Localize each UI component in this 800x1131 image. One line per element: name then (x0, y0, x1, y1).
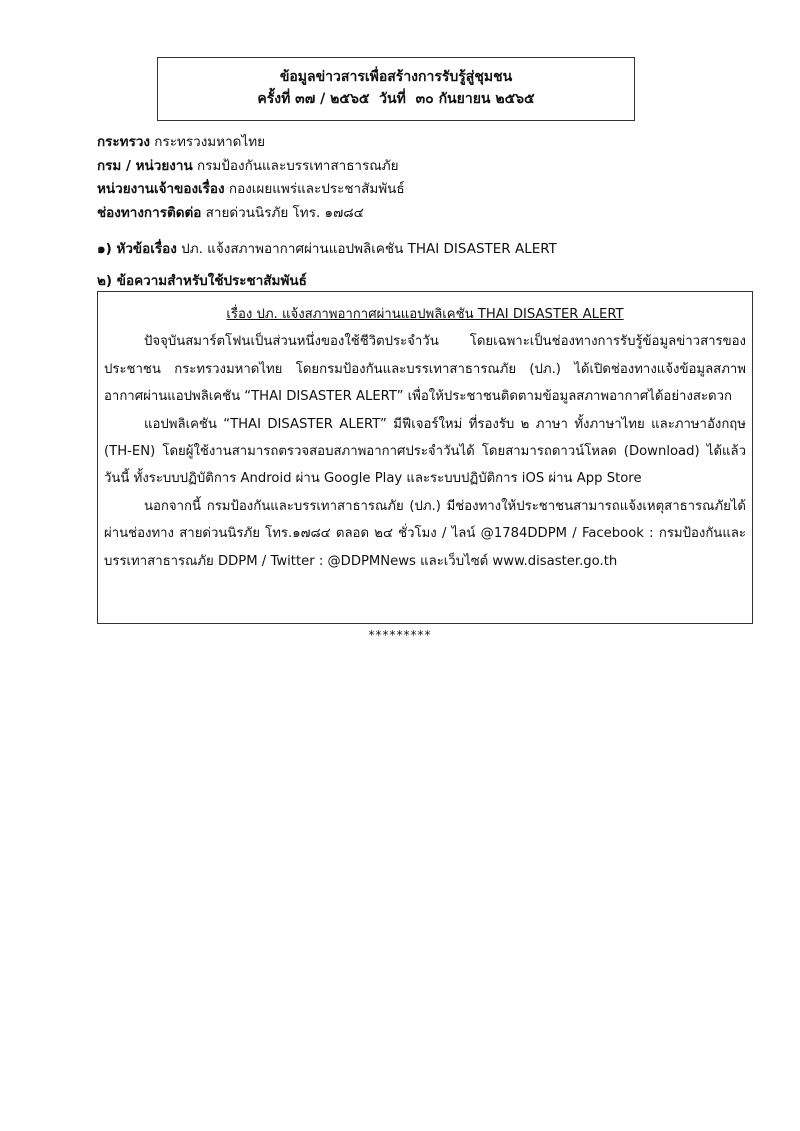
department-value: กรมป้องกันและบรรเทาสาธารณภัย (196, 157, 399, 174)
header-issue: ครั้งที่ ๓๗ / ๒๕๖๕ วันที่ ๓๐ กันยายน ๒๕๖๕ (257, 91, 535, 107)
content-title: เรื่อง ปภ. แจ้งสภาพอากาศผ่านแอปพลิเคชัน THAI DISASTER ALERT (226, 307, 624, 322)
header-title: ข้อมูลข่าวสารเพื่อสร้างการรับรู้สู่ชุมชน (279, 69, 513, 85)
department-label: กรม / หน่วยงาน (97, 157, 193, 174)
end-marker: ********* (368, 628, 432, 642)
ministry-label: กระทรวง (97, 134, 150, 150)
contact-row (97, 202, 405, 226)
contact-value: สายด่วนนิรภัย โทร. ๑๗๘๔ (205, 204, 364, 221)
info-block (97, 131, 405, 225)
content-paragraph-3: นอกจากนี้ กรมป้องกันและบรรเทาสาธารณภัย (ปภ.) มีช่องทางให้ประชาชนสามารถแจ้งเหตุสาธารณภัยได้ผ่านช่องทาง สายด่วนนิรภัย โทร.๑๗๘๔ ตลอด ๒๔ ชั่วโมง / ไลน์ @1784DDPM / Facebook : กรมป้องกันและบรรเทาสาธารณภัย DDPM / Twitter : @DDPMNews และเว็บไซต์ www.disaster.go.th (104, 498, 746, 569)
ministry-row (97, 131, 405, 155)
contact-label: ช่องทางการติดต่อ (97, 204, 202, 221)
topic-value: ปภ. แจ้งสภาพอากาศผ่านแอปพลิเคชัน THAI DISASTER ALERT (181, 241, 557, 257)
owner-label: หน่วยงานเจ้าของเรื่อง (97, 181, 225, 197)
content-paragraph-1: ปัจจุบันสมาร์ตโฟนเป็นส่วนหนึ่งของใช้ชีวิตประจำวัน โดยเฉพาะเป็นช่องทางการรับรู้ข้อมูลข่าวสารของประชาชน กระทรวงมหาดไทย โดยกรมป้องกันและบรรเทาสาธารณภัย (ปภ.) ได้เปิดช่องทางแจ้งข้อมูลสภาพอากาศผ่านแอปพลิเคชัน “THAI DISASTER ALERT” เพื่อให้ประชาชนติดตามข้อมูลสภาพอากาศได้อย่างสะดวก (104, 334, 746, 405)
press-content-box (97, 291, 753, 624)
header-box (157, 57, 635, 121)
topic-label: ๑) หัวข้อเรื่อง (97, 241, 177, 257)
department-row (97, 155, 405, 179)
owner-row (97, 178, 405, 202)
content-paragraph-2: แอปพลิเคชัน “THAI DISASTER ALERT” มีฟีเจอร์ใหม่ ที่รองรับ ๒ ภาษา ทั้งภาษาไทย และภาษาอังกฤษ (TH-EN) โดยผู้ใช้งานสามารถตรวจสอบสภาพอากาศประจำวันได้ โดยสามารถดาวน์โหลด (Download) ได้แล้ววันนี้ ทั้งระบบปฏิบัติการ Android ผ่าน Google Play และระบบปฏิบัติการ iOS ผ่าน App Store (104, 416, 746, 487)
topic-row (97, 237, 557, 259)
owner-value: กองเผยแพร่และประชาสัมพันธ์ (228, 181, 405, 197)
section2-heading: ๒) ข้อความสำหรับใช้ประชาสัมพันธ์ (97, 273, 307, 289)
ministry-value: กระทรวงมหาดไทย (154, 134, 266, 150)
